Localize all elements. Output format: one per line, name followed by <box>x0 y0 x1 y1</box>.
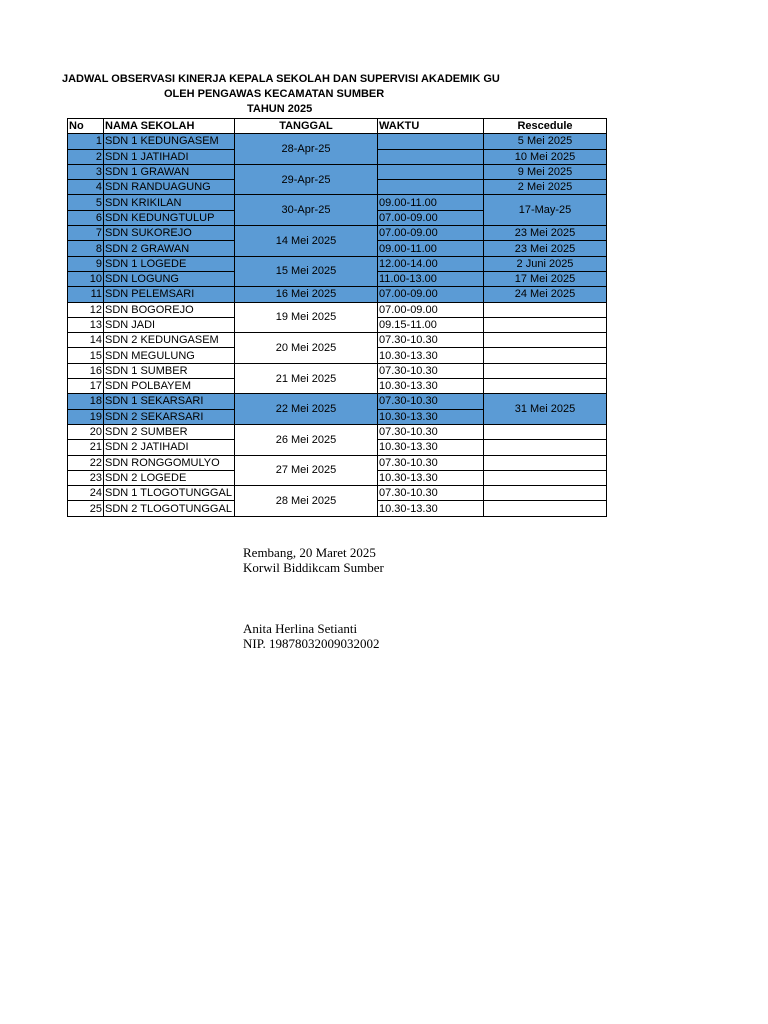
cell-school-name: SDN 2 SEKARSARI <box>104 409 235 424</box>
cell-tanggal: 20 Mei 2025 <box>235 333 378 364</box>
cell-waktu: 07.00-09.00 <box>378 210 484 225</box>
table-header-row <box>68 119 607 134</box>
cell-no: 19 <box>68 409 104 424</box>
cell-no: 15 <box>68 348 104 363</box>
cell-school-name: SDN 1 LOGEDE <box>104 256 235 271</box>
column-header-tanggal: TANGGAL <box>235 119 378 134</box>
cell-reschedule <box>484 333 607 348</box>
cell-tanggal: 22 Mei 2025 <box>235 394 378 425</box>
cell-waktu: 10.30-13.30 <box>378 379 484 394</box>
cell-tanggal: 30-Apr-25 <box>235 195 378 226</box>
cell-school-name: SDN 2 TLOGOTUNGGAL <box>104 501 235 516</box>
document-subtitle: OLEH PENGAWAS KECAMATAN SUMBER <box>164 88 385 100</box>
cell-school-name: SDN KEDUNGTULUP <box>104 210 235 225</box>
cell-no: 1 <box>68 134 104 149</box>
cell-school-name: SDN LOGUNG <box>104 271 235 286</box>
cell-tanggal: 26 Mei 2025 <box>235 424 378 455</box>
cell-tanggal: 16 Mei 2025 <box>235 287 378 302</box>
cell-waktu <box>378 149 484 164</box>
cell-waktu: 07.30-10.30 <box>378 455 484 470</box>
schedule-table <box>67 118 607 517</box>
cell-no: 25 <box>68 501 104 516</box>
cell-reschedule: 2 Juni 2025 <box>484 256 607 271</box>
cell-waktu: 10.30-13.30 <box>378 470 484 485</box>
cell-tanggal: 29-Apr-25 <box>235 164 378 195</box>
cell-school-name: SDN POLBAYEM <box>104 379 235 394</box>
cell-reschedule <box>484 379 607 394</box>
cell-school-name: SDN 2 KEDUNGASEM <box>104 333 235 348</box>
cell-reschedule <box>484 455 607 470</box>
cell-waktu: 07.30-10.30 <box>378 333 484 348</box>
cell-no: 2 <box>68 149 104 164</box>
cell-no: 12 <box>68 302 104 317</box>
column-header-name: NAMA SEKOLAH <box>104 119 235 134</box>
cell-school-name: SDN 1 GRAWAN <box>104 164 235 179</box>
cell-no: 16 <box>68 363 104 378</box>
cell-waktu <box>378 180 484 195</box>
cell-reschedule <box>484 470 607 485</box>
cell-school-name: SDN MEGULUNG <box>104 348 235 363</box>
cell-waktu: 07.30-10.30 <box>378 363 484 378</box>
cell-tanggal: 21 Mei 2025 <box>235 363 378 394</box>
cell-reschedule: 23 Mei 2025 <box>484 226 607 241</box>
table-row <box>68 256 607 271</box>
cell-tanggal: 28-Apr-25 <box>235 134 378 165</box>
cell-reschedule <box>484 424 607 439</box>
signature-place-date: Rembang, 20 Maret 2025 <box>243 545 376 560</box>
cell-school-name: SDN KRIKILAN <box>104 195 235 210</box>
cell-waktu: 07.30-10.30 <box>378 486 484 501</box>
cell-no: 14 <box>68 333 104 348</box>
cell-no: 6 <box>68 210 104 225</box>
cell-waktu <box>378 134 484 149</box>
cell-no: 17 <box>68 379 104 394</box>
cell-waktu: 09.00-11.00 <box>378 195 484 210</box>
cell-waktu: 07.30-10.30 <box>378 394 484 409</box>
cell-school-name: SDN PELEMSARI <box>104 287 235 302</box>
cell-school-name: SDN 1 KEDUNGASEM <box>104 134 235 149</box>
cell-reschedule <box>484 348 607 363</box>
signature-nip: NIP. 19878032009032002 <box>243 636 380 651</box>
cell-tanggal: 27 Mei 2025 <box>235 455 378 486</box>
cell-school-name: SDN 1 SEKARSARI <box>104 394 235 409</box>
cell-no: 21 <box>68 440 104 455</box>
cell-no: 9 <box>68 256 104 271</box>
cell-school-name: SDN JADI <box>104 317 235 332</box>
cell-tanggal: 15 Mei 2025 <box>235 256 378 287</box>
cell-waktu: 10.30-13.30 <box>378 409 484 424</box>
cell-school-name: SDN RONGGOMULYO <box>104 455 235 470</box>
cell-no: 11 <box>68 287 104 302</box>
cell-waktu: 11.00-13.00 <box>378 271 484 286</box>
cell-school-name: SDN BOGOREJO <box>104 302 235 317</box>
table-row <box>68 287 607 302</box>
column-header-no: No <box>68 119 104 134</box>
cell-waktu: 07.00-09.00 <box>378 226 484 241</box>
cell-school-name: SDN RANDUAGUNG <box>104 180 235 195</box>
cell-reschedule <box>484 363 607 378</box>
cell-reschedule: 24 Mei 2025 <box>484 287 607 302</box>
cell-school-name: SDN 2 LOGEDE <box>104 470 235 485</box>
cell-no: 22 <box>68 455 104 470</box>
cell-school-name: SDN 2 JATIHADI <box>104 440 235 455</box>
cell-reschedule <box>484 317 607 332</box>
table-row <box>68 394 607 409</box>
cell-tanggal: 14 Mei 2025 <box>235 226 378 257</box>
cell-waktu: 09.00-11.00 <box>378 241 484 256</box>
schedule-table-body <box>68 119 607 517</box>
cell-school-name: SDN 2 SUMBER <box>104 424 235 439</box>
cell-waktu: 07.30-10.30 <box>378 424 484 439</box>
cell-tanggal: 19 Mei 2025 <box>235 302 378 333</box>
table-row <box>68 363 607 378</box>
table-row <box>68 134 607 149</box>
table-row <box>68 302 607 317</box>
cell-no: 18 <box>68 394 104 409</box>
cell-no: 13 <box>68 317 104 332</box>
document-title: JADWAL OBSERVASI KINERJA KEPALA SEKOLAH DAN SUPERVISI AKADEMIK GU <box>62 73 500 85</box>
cell-waktu: 09.15-11.00 <box>378 317 484 332</box>
cell-no: 4 <box>68 180 104 195</box>
cell-no: 5 <box>68 195 104 210</box>
signature-name: Anita Herlina Setianti <box>243 621 358 636</box>
cell-waktu: 12.00-14.00 <box>378 256 484 271</box>
cell-reschedule: 5 Mei 2025 <box>484 134 607 149</box>
table-row <box>68 486 607 501</box>
table-row <box>68 333 607 348</box>
cell-no: 8 <box>68 241 104 256</box>
cell-school-name: SDN 1 JATIHADI <box>104 149 235 164</box>
cell-reschedule <box>484 302 607 317</box>
cell-waktu: 10.30-13.30 <box>378 501 484 516</box>
cell-reschedule <box>484 486 607 501</box>
table-row <box>68 226 607 241</box>
cell-waktu: 07.00-09.00 <box>378 287 484 302</box>
cell-reschedule: 2 Mei 2025 <box>484 180 607 195</box>
cell-school-name: SDN SUKOREJO <box>104 226 235 241</box>
cell-waktu: 10.30-13.30 <box>378 440 484 455</box>
document-year: TAHUN 2025 <box>247 103 313 115</box>
table-row <box>68 424 607 439</box>
cell-reschedule: 10 Mei 2025 <box>484 149 607 164</box>
column-header-waktu: WAKTU <box>378 119 484 134</box>
cell-reschedule: 17-May-25 <box>484 195 607 226</box>
signature-role: Korwil Biddikcam Sumber <box>243 560 384 575</box>
cell-no: 23 <box>68 470 104 485</box>
cell-reschedule <box>484 501 607 516</box>
cell-school-name: SDN 2 GRAWAN <box>104 241 235 256</box>
cell-school-name: SDN 1 TLOGOTUNGGAL <box>104 486 235 501</box>
cell-waktu <box>378 164 484 179</box>
cell-reschedule: 17 Mei 2025 <box>484 271 607 286</box>
table-row <box>68 455 607 470</box>
table-row <box>68 195 607 210</box>
column-header-reschedule: Rescedule <box>484 119 607 134</box>
cell-no: 24 <box>68 486 104 501</box>
cell-tanggal: 28 Mei 2025 <box>235 486 378 517</box>
cell-waktu: 10.30-13.30 <box>378 348 484 363</box>
cell-school-name: SDN 1 SUMBER <box>104 363 235 378</box>
cell-reschedule: 9 Mei 2025 <box>484 164 607 179</box>
cell-reschedule: 23 Mei 2025 <box>484 241 607 256</box>
cell-no: 3 <box>68 164 104 179</box>
cell-reschedule: 31 Mei 2025 <box>484 394 607 425</box>
table-row <box>68 164 607 179</box>
cell-reschedule <box>484 440 607 455</box>
cell-no: 7 <box>68 226 104 241</box>
cell-no: 20 <box>68 424 104 439</box>
cell-no: 10 <box>68 271 104 286</box>
cell-waktu: 07.00-09.00 <box>378 302 484 317</box>
